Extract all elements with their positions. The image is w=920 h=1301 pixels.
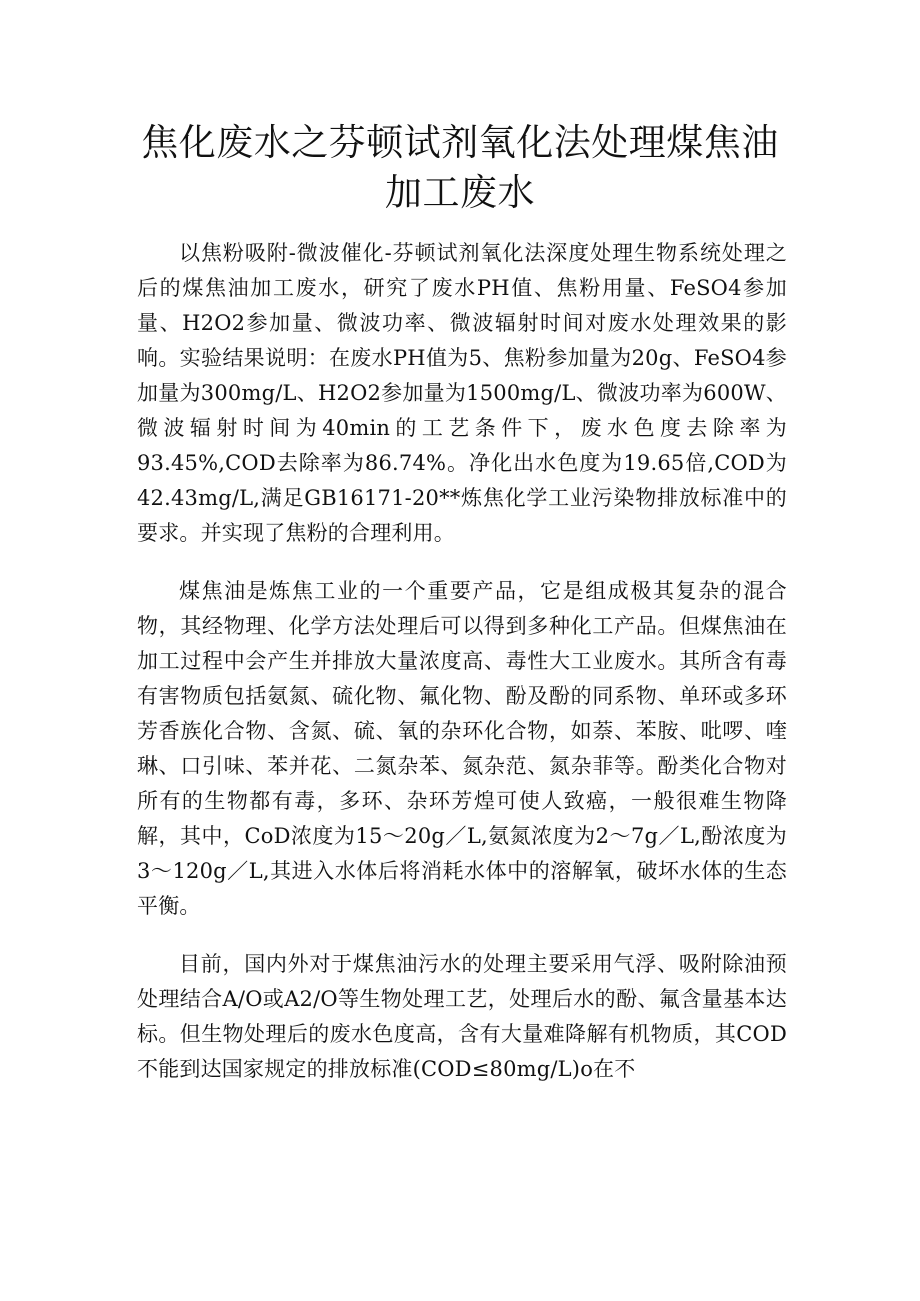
document-body [137,236,787,1087]
body-paragraph-coal-tar: 煤焦油是炼焦工业的一个重要产品，它是组成极其复杂的混合物，其经物理、化学方法处理后可以得到多种化工产品。但煤焦油在加工过程中会产生并排放大量浓度高、毒性大工业废水。其所含有毒有害物质包括氨氮、硫化物、氟化物、酚及酚的同系物、单环或多环芳香族化合物、含氮、硫、氧的杂环化合物，如萘、苯胺、吡啰、喹琳、口引味、苯并花、二氮杂苯、氮杂范、氮杂菲等。酚类化合物对所有的生物都有毒，多环、杂环芳煌可使人致癌，一般很难生物降解，其中，CoD浓度为15～20g／L,氨氮浓度为2～7g／L,酚浓度为3～120g／L,其进入水体后将消耗水体中的溶解氧，破坏水体的生态平衡。 [137,579,787,918]
body-paragraph-treatment: 目前，国内外对于煤焦油污水的处理主要采用气浮、吸附除油预处理结合A/O或A2/O等生物处理工艺，处理后水的酚、氟含量基本达标。但生物处理后的废水色度高，含有大量难降解有机物质，其COD不能到达国家规定的排放标准(COD≤80mg/L)o在不 [137,952,787,1081]
body-paragraph-abstract: 以焦粉吸附-微波催化-芬顿试剂氧化法深度处理生物系统处理之后的煤焦油加工废水，研究了废水PH值、焦粉用量、FeSO4参加量、H2O2参加量、微波功率、微波辐射时间对废水处理效果的影响。实验结果说明：在废水PH值为5、焦粉参加量为20g、FeSO4参加量为300mg/L、H2O2参加量为1500mg/L、微波功率为600W、微波辐射时间为40min的工艺条件下，废水色度去除率为93.45%,COD去除率为86.74%。净化出水色度为19.65倍,COD为42.43mg/L,满足GB16171-20**炼焦化学工业污染物排放标准中的要求。并实现了焦粉的合理利用。 [137,241,787,545]
document-title: 焦化废水之芬顿试剂氧化法处理煤焦油加工废水 [141,121,779,214]
